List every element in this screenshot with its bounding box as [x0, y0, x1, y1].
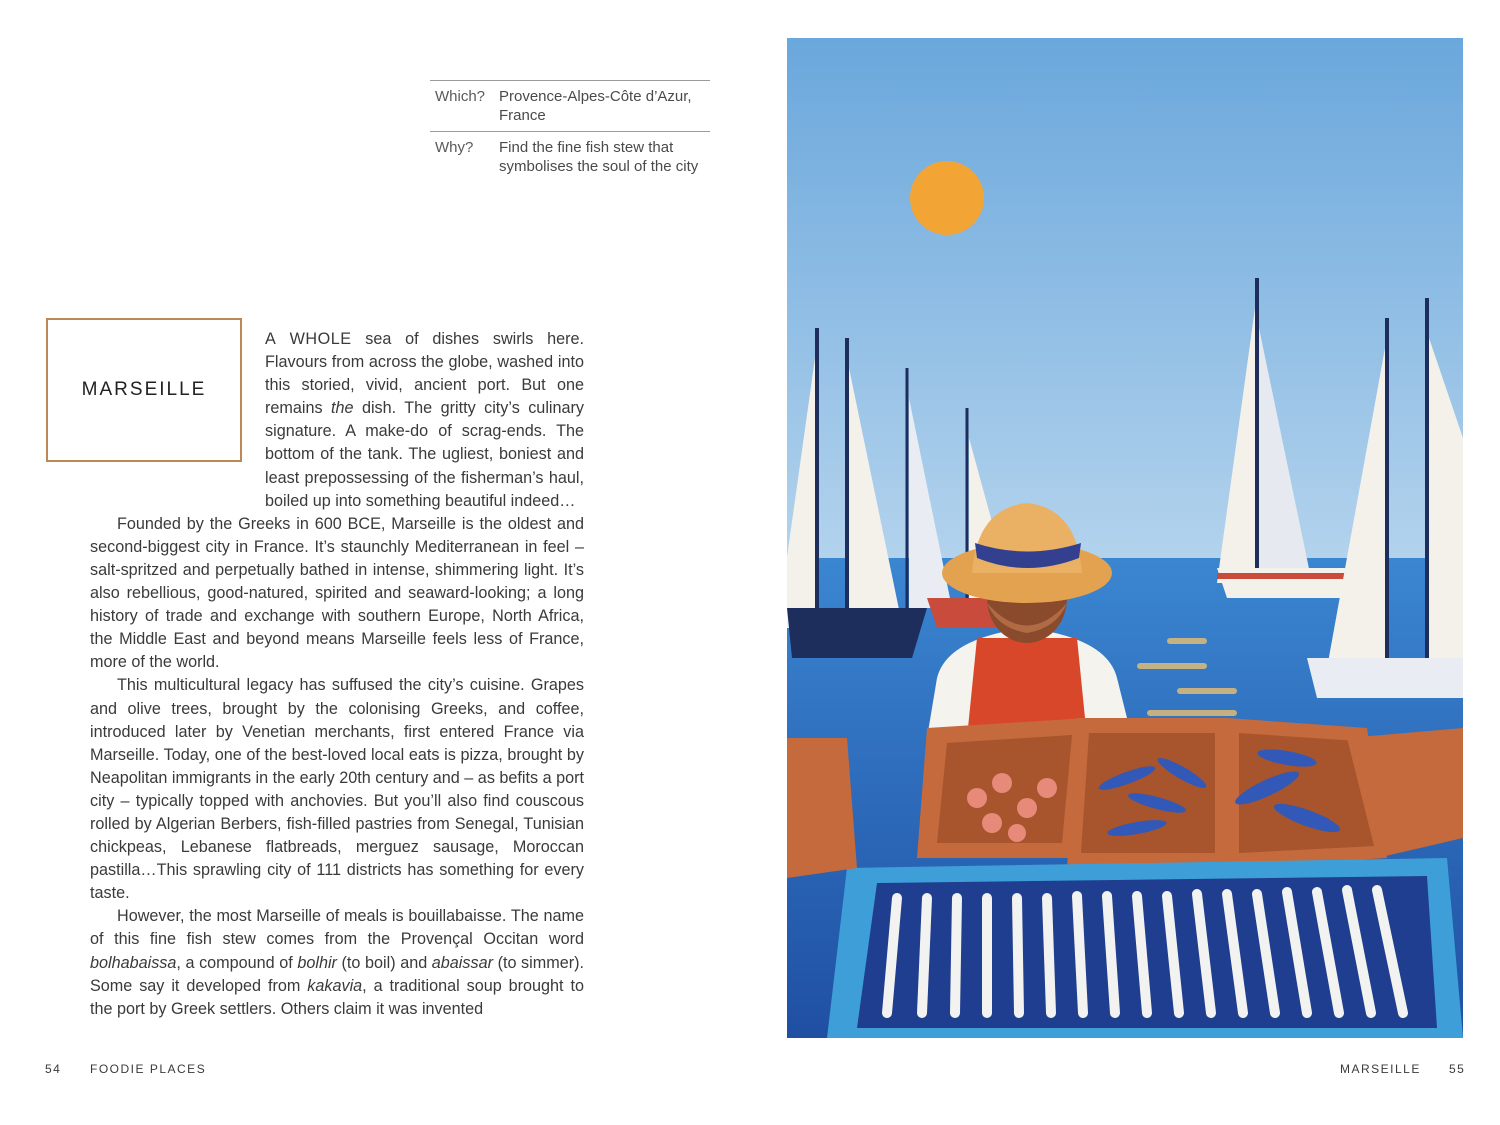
sardine-tray [827, 858, 1463, 1038]
sun-icon [910, 161, 984, 235]
lead-in: A WHOLE [265, 330, 352, 348]
info-table [430, 80, 710, 176]
emphasis: bolhir [297, 953, 337, 972]
text-run: , a traditional soup brought to the port by Greek settlers. Others claim it was invented [90, 976, 584, 1018]
info-key: Which? [435, 88, 486, 105]
right-page [750, 0, 1500, 1125]
side-crate [787, 738, 857, 878]
running-head-left: FOODIE PLACES [90, 1062, 207, 1076]
paragraph-4 [90, 905, 584, 1020]
running-head-right: MARSEILLE [1340, 1062, 1421, 1076]
text-run: However, the most Marseille of meals is bouillabaisse. The name of this fine fish stew comes from the Provençal Occitan word [90, 907, 584, 949]
info-row-which [430, 80, 710, 131]
text-run: sea of dishes swirls here. Flavours from across the globe, washed into this storied, vivid, ancient port. But one remains [265, 330, 584, 418]
text-run: (to boil) and [336, 953, 432, 972]
info-key: Why? [435, 139, 474, 156]
body-text [90, 328, 584, 1021]
info-value: Provence-Alpes-Côte d’Azur, France [499, 88, 692, 124]
text-run: , a compound of [176, 953, 298, 972]
emphasis: the [331, 399, 354, 418]
emphasis: abaissar [431, 953, 493, 972]
fish-market-illustration [787, 38, 1463, 1038]
fish-crates [917, 718, 1387, 868]
chapter-title: MARSEILLE [81, 379, 207, 400]
info-row-why [430, 131, 710, 176]
page-number-left: 54 [45, 1062, 62, 1076]
text-run: dish. The gritty city’s culinary signature. A make-do of scrag-ends. The bottom of the tank. The ugliest, boniest and least prepossessing of the fisherman’s haul, boiled up into something beautiful indeed… [265, 399, 584, 510]
page-number-right: 55 [1449, 1062, 1466, 1076]
title-spacer [90, 328, 265, 492]
emphasis: kakavia [307, 976, 363, 995]
info-value: Find the fine fish stew that symbolises the soul of the city [499, 139, 699, 175]
emphasis: bolhabaissa [90, 953, 177, 972]
text-run: (to simmer). Some say it developed from [90, 953, 584, 995]
paragraph-2: Founded by the Greeks in 600 BCE, Marseille is the oldest and second-biggest city in France. It’s staunchly Mediterranean in feel – salt-spritzed and perpetually bathed in intense, shimmering light. It’s also rebellious, good-natured, spirited and seaward-looking; a long history of trade and exchange with southern Europe, North Africa, the Middle East and beyond means Marseille feels less of France, more of the world. [90, 514, 584, 672]
paragraph-3: This multicultural legacy has suffused the city’s cuisine. Grapes and olive trees, brought by the colonising Greeks, and coffee, introduced later by Venetian merchants, first entered France via Marseille. Today, one of the best-loved local eats is pizza, brought by Neapolitan immigrants in the early 20th century and – as befits a port city – typically topped with anchovies. But you’ll also find couscous rolled by Algerian Berbers, fish-filled pastries from Senegal, Tunisian chickpeas, Lebanese flatbreads, merguez sausage, Moroccan pastilla…This sprawling city of 111 districts has something for every taste. [90, 676, 584, 903]
